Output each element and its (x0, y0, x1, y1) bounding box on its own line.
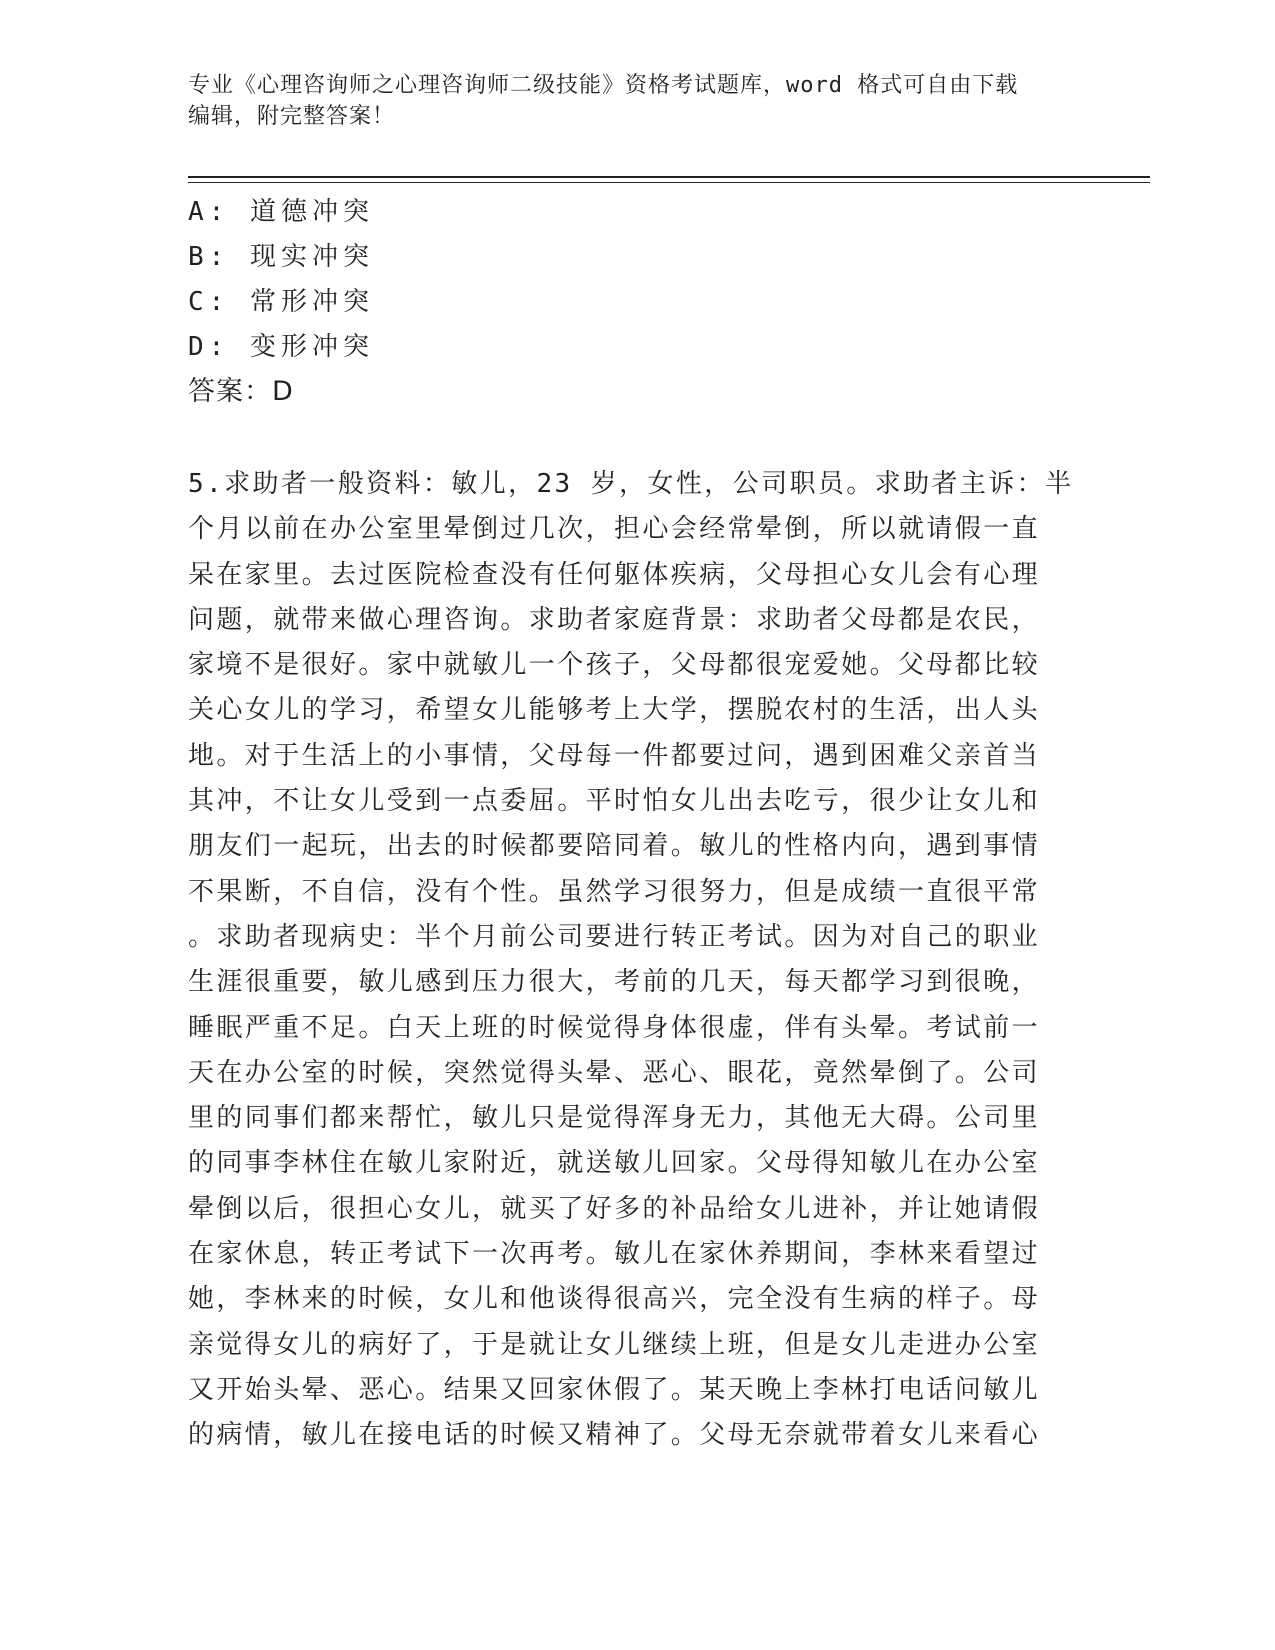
option-b (188, 235, 374, 280)
option-a (188, 190, 374, 235)
question-line: 亲觉得女儿的病好了，于是就让女儿继续上班，但是女儿走进办公室 (188, 1329, 1041, 1360)
question-line: 家境不是很好。家中就敏儿一个孩子，父母都很宠爱她。父母都比较 (188, 650, 1041, 681)
question-line: 的病情，敏儿在接电话的时候又精神了。父母无奈就带着女儿来看心 (188, 1420, 1041, 1451)
option-list (188, 190, 374, 370)
option-label: A: (188, 197, 230, 227)
question-line: 问题，就带来做心理咨询。求助者家庭背景：求助者父母都是农民， (188, 604, 1041, 635)
question-line: 睡眠严重不足。白天上班的时候觉得身体很虚，伴有头晕。考试前一 (188, 1012, 1041, 1043)
question-line: 5.求助者一般资料：敏儿，23 岁，女性，公司职员。求助者主诉：半 (188, 469, 1074, 499)
question-5 (188, 462, 1073, 1459)
question-line: 晕倒以后，很担心女儿，就买了好多的补品给女儿进补，并让她请假 (188, 1193, 1041, 1224)
option-text: 道德冲突 (249, 197, 374, 227)
header-rule (188, 176, 1150, 178)
question-line: 里的同事们都来帮忙，敏儿只是觉得浑身无力，其他无大碍。公司里 (188, 1103, 1041, 1134)
question-line: 她，李林来的时候，女儿和他谈得很高兴，完全没有生病的样子。母 (188, 1284, 1041, 1315)
option-c (188, 280, 374, 325)
question-line: 个月以前在办公室里晕倒过几次，担心会经常晕倒，所以就请假一直 (188, 514, 1041, 545)
header-rule-thin (188, 182, 1150, 183)
option-text: 常形冲突 (249, 287, 374, 317)
question-line: 生涯很重要，敏儿感到压力很大，考前的几天，每天都学习到很晚， (188, 967, 1041, 998)
option-text: 现实冲突 (249, 242, 374, 272)
question-line: 在家休息，转正考试下一次再考。敏儿在家休养期间，李林来看望过 (188, 1239, 1041, 1270)
question-line: 地。对于生活上的小事情，父母每一件都要过问，遇到困难父亲首当 (188, 740, 1041, 771)
question-line: 的同事李林住在敏儿家附近，就送敏儿回家。父母得知敏儿在办公室 (188, 1148, 1041, 1179)
question-line: 又开始头晕、恶心。结果又回家休假了。某天晚上李林打电话问敏儿 (188, 1374, 1041, 1405)
document-header (188, 70, 1068, 132)
question-line: 不果断，不自信，没有个性。虽然学习很努力，但是成绩一直很平常 (188, 876, 1041, 907)
answer-line: 答案：D (188, 376, 294, 407)
header-line-2: 编辑，附完整答案！ (188, 104, 396, 129)
option-label: B: (188, 242, 230, 272)
option-label: D: (188, 332, 230, 362)
header-line-1: 专业《心理咨询师之心理咨询师二级技能》资格考试题库，word 格式可自由下载 (188, 73, 1019, 98)
question-line: 朋友们一起玩，出去的时候都要陪同着。敏儿的性格内向，遇到事情 (188, 831, 1041, 862)
option-d (188, 325, 374, 370)
question-line: 其冲，不让女儿受到一点委屈。平时怕女儿出去吃亏，很少让女儿和 (188, 786, 1041, 817)
question-line: 天在办公室的时候，突然觉得头晕、恶心、眼花，竟然晕倒了。公司 (188, 1057, 1041, 1088)
question-line: 关心女儿的学习，希望女儿能够考上大学，摆脱农村的生活，出人头 (188, 695, 1041, 726)
option-label: C: (188, 287, 230, 317)
question-line: 呆在家里。去过医院检查没有任何躯体疾病，父母担心女儿会有心理 (188, 559, 1041, 590)
option-text: 变形冲突 (249, 332, 374, 362)
question-line: 。求助者现病史：半个月前公司要进行转正考试。因为对自己的职业 (188, 921, 1041, 952)
